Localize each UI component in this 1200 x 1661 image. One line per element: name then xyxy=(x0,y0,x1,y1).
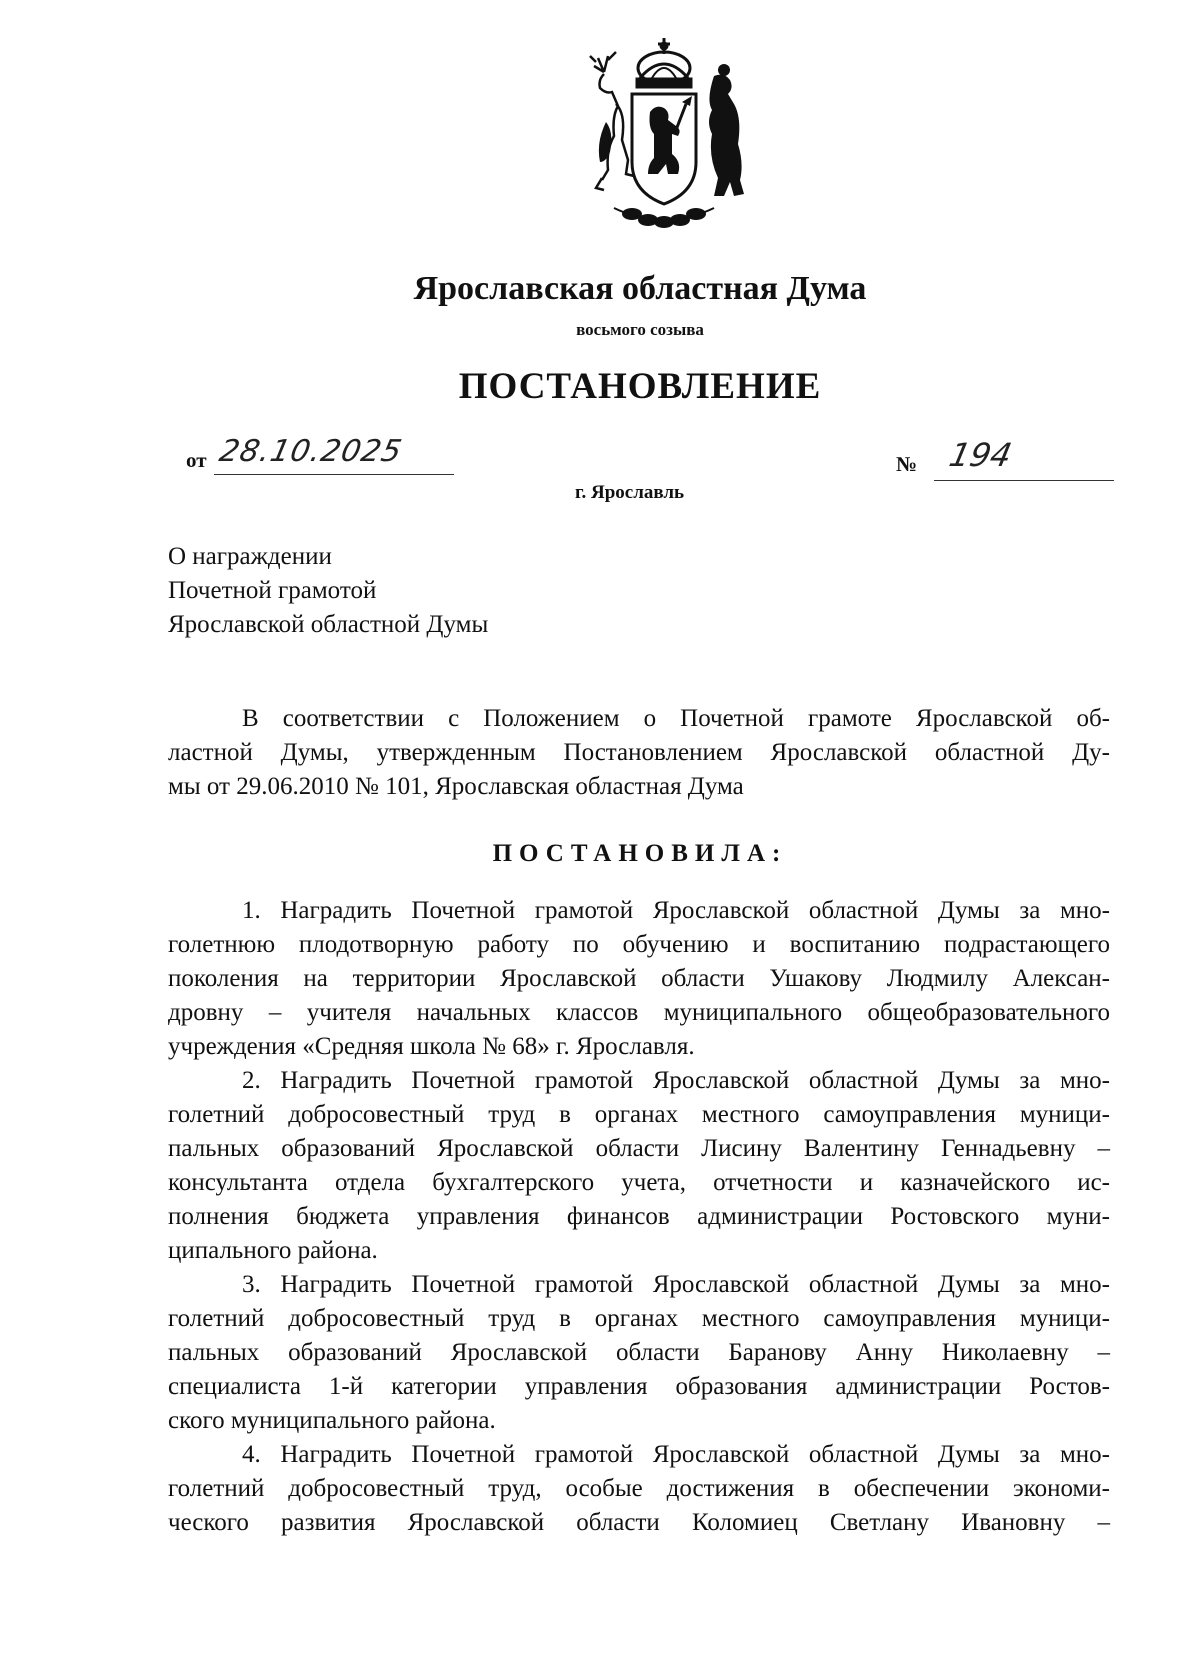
item-1-line: поколения на территории Ярославской области Ушакову Людмилу Алексан- xyxy=(168,965,1110,992)
item-2-line: голетний добросовестный труд в органах местного самоуправления муници- xyxy=(168,1101,1110,1128)
number-field xyxy=(934,436,1114,481)
item-2-line: пальных образований Ярославской области Лисину Валентину Геннадьевну – xyxy=(168,1135,1110,1162)
resolution-items xyxy=(168,894,1110,1540)
item-3-line: пальных образований Ярославской области Баранову Анну Николаевну – xyxy=(168,1339,1110,1366)
item-2-line: 2. Наградить Почетной грамотой Ярославской областной Думы за мно- xyxy=(242,1067,1110,1094)
item-4-line: 4. Наградить Почетной грамотой Ярославской областной Думы за мно- xyxy=(242,1441,1110,1468)
preamble-line: ластной Думы, утвержденным Постановлением Ярославской областной Ду- xyxy=(168,739,1110,766)
item-1-line: учреждения «Средняя школа № 68» г. Ярославля. xyxy=(168,1033,695,1060)
date-value: 28.10.2025 xyxy=(216,434,406,469)
date-prefix: от xyxy=(186,448,207,472)
preamble-paragraph xyxy=(168,702,1110,804)
date-field xyxy=(214,432,454,475)
item-2-line: полнения бюджета управления финансов администрации Ростовского муни- xyxy=(168,1203,1110,1230)
item-2-line: консультанта отдела бухгалтерского учета, отчетности и казначейского ис- xyxy=(168,1169,1110,1196)
subject-line: Ярославской областной Думы xyxy=(168,611,489,638)
item-1-line: дровну – учителя начальных классов муниципального общеобразовательного xyxy=(168,999,1110,1026)
yaroslavl-coat-of-arms-icon xyxy=(574,32,754,232)
preamble-line: В соответствии с Положением о Почетной грамоте Ярославской об- xyxy=(242,705,1110,732)
item-4-line: ческого развития Ярославской области Коломиец Светлану Ивановну – xyxy=(168,1509,1110,1536)
item-3-line: ского муниципального района. xyxy=(168,1407,496,1434)
subject-line: О награждении xyxy=(168,543,332,570)
item-4-line: голетний добросовестный труд, особые достижения в обеспечении экономи- xyxy=(168,1475,1110,1502)
city-label: г. Ярославль xyxy=(575,482,685,503)
number-prefix: № xyxy=(896,452,918,476)
subject-block xyxy=(168,540,488,642)
item-1-line: голетнюю плодотворную работу по обучению и воспитанию подрастающего xyxy=(168,931,1110,958)
item-3-line: голетний добросовестный труд в органах местного самоуправления муници- xyxy=(168,1305,1110,1332)
document-type-heading: ПОСТАНОВЛЕНИЕ xyxy=(458,366,822,407)
convocation-label: восьмого созыва xyxy=(576,320,704,339)
item-2-line: ципального района. xyxy=(168,1237,378,1264)
item-3-line: 3. Наградить Почетной грамотой Ярославской областной Думы за мно- xyxy=(242,1271,1110,1298)
item-3-line: специалиста 1-й категории управления образования администрации Ростов- xyxy=(168,1373,1110,1400)
preamble-line: мы от 29.06.2010 № 101, Ярославская областная Дума xyxy=(168,773,744,800)
item-1-line: 1. Наградить Почетной грамотой Ярославской областной Думы за мно- xyxy=(242,897,1110,924)
organization-title: Ярославская областная Дума xyxy=(413,270,867,307)
subject-line: Почетной грамотой xyxy=(168,577,377,604)
number-value: 194 xyxy=(945,436,1016,474)
resolved-heading: ПОСТАНОВИЛА: xyxy=(492,840,788,867)
